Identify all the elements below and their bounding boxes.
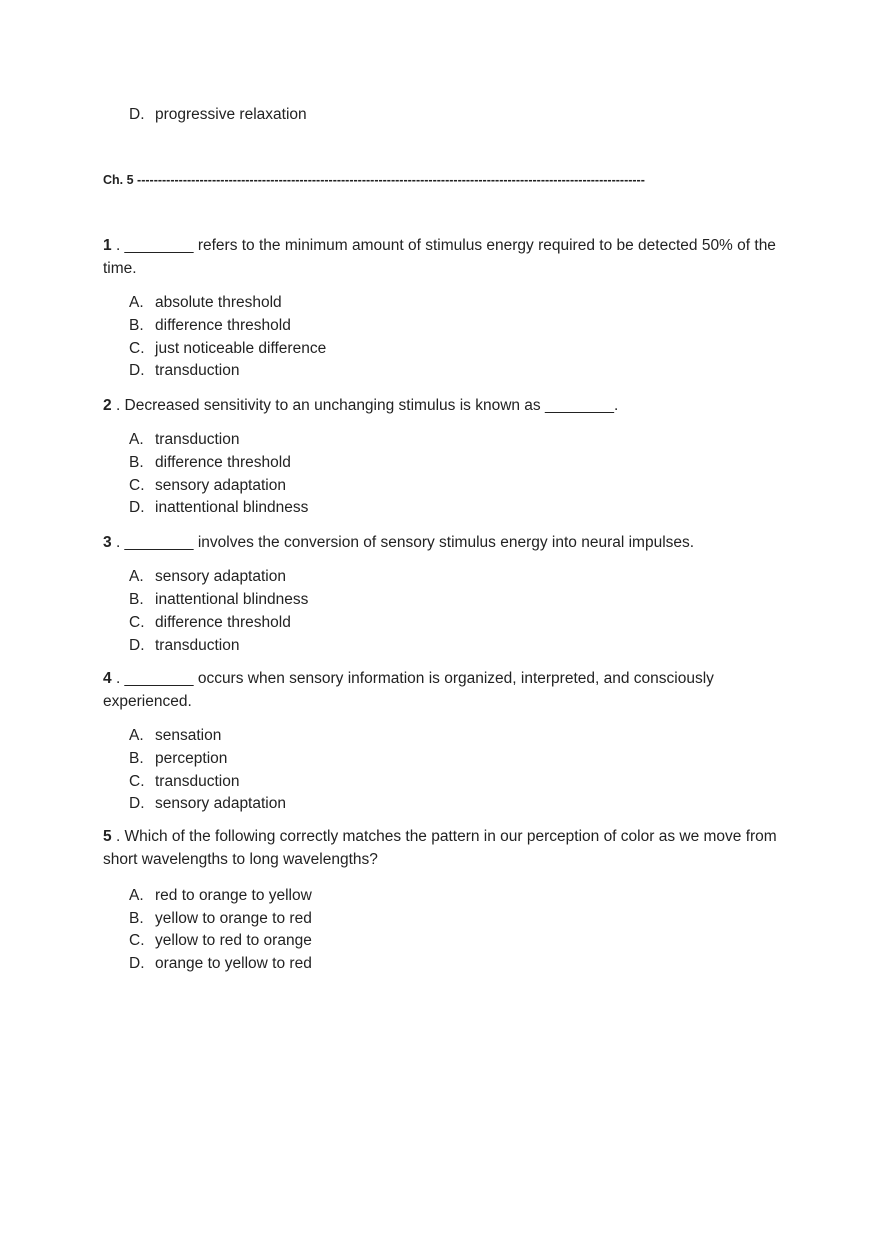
option-item xyxy=(129,338,326,360)
question-1 xyxy=(103,235,783,280)
option-text: difference threshold xyxy=(155,454,291,471)
question-text: . ________ involves the conversion of sensory stimulus energy into neural impulses. xyxy=(115,534,695,551)
option-letter: C. xyxy=(129,614,145,631)
option-text: inattentional blindness xyxy=(155,499,309,516)
option-letter: B. xyxy=(129,317,144,334)
question-number: 5 xyxy=(103,828,112,845)
option-item xyxy=(129,725,221,747)
option-letter: D. xyxy=(129,362,145,379)
option-letter: A. xyxy=(129,568,144,585)
option-letter: C. xyxy=(129,340,145,357)
option-text: sensation xyxy=(155,727,222,744)
option-item xyxy=(129,429,239,451)
option-letter: A. xyxy=(129,431,144,448)
question-text: . ________ refers to the minimum amount of stimulus energy required to be detected 50% of the time. xyxy=(103,237,776,277)
option-letter: B. xyxy=(129,910,144,927)
option-letter: B. xyxy=(129,454,144,471)
question-3 xyxy=(103,532,783,555)
option-text: yellow to orange to red xyxy=(155,910,312,927)
option-letter: C. xyxy=(129,773,145,790)
option-item xyxy=(129,452,291,474)
option-text: yellow to red to orange xyxy=(155,932,312,949)
option-text: just noticeable difference xyxy=(155,340,327,357)
option-text: progressive relaxation xyxy=(155,106,307,123)
option-text: sensory adaptation xyxy=(155,568,286,585)
option-letter: A. xyxy=(129,887,144,904)
option-item xyxy=(129,908,312,930)
option-item xyxy=(129,360,239,382)
option-item xyxy=(129,885,312,907)
option-text: sensory adaptation xyxy=(155,477,286,494)
question-text: . Decreased sensitivity to an unchanging stimulus is known as ________. xyxy=(115,397,619,414)
chapter-label: Ch. 5 xyxy=(103,173,134,187)
option-letter: B. xyxy=(129,591,144,608)
option-text: perception xyxy=(155,750,228,767)
option-text: transduction xyxy=(155,431,240,448)
option-text: sensory adaptation xyxy=(155,795,286,812)
option-letter: B. xyxy=(129,750,144,767)
chapter-divider: -------------------------------------------------------------------------------------------------------------------------- xyxy=(137,173,645,187)
option-item xyxy=(129,930,312,952)
option-text: transduction xyxy=(155,773,240,790)
chapter-heading xyxy=(103,171,783,189)
option-text: red to orange to yellow xyxy=(155,887,312,904)
option-item xyxy=(129,771,239,793)
option-text: difference threshold xyxy=(155,614,291,631)
option-text: transduction xyxy=(155,362,240,379)
option-item xyxy=(129,589,308,611)
question-2 xyxy=(103,395,783,418)
option-letter: C. xyxy=(129,932,145,949)
option-item xyxy=(129,497,308,519)
option-letter: A. xyxy=(129,727,144,744)
option-text: transduction xyxy=(155,637,240,654)
option-item xyxy=(129,635,239,657)
option-letter: C. xyxy=(129,477,145,494)
question-text: . Which of the following correctly matches the pattern in our perception of color as we move from short wavelengths to long wavelengths? xyxy=(103,828,777,868)
question-number: 1 xyxy=(103,237,112,254)
question-number: 2 xyxy=(103,397,112,414)
option-item xyxy=(129,475,286,497)
question-5 xyxy=(103,826,783,871)
option-text: difference threshold xyxy=(155,317,291,334)
option-letter: D. xyxy=(129,795,145,812)
option-text: absolute threshold xyxy=(155,294,282,311)
option-item xyxy=(129,793,286,815)
option-text: inattentional blindness xyxy=(155,591,309,608)
option-letter: A. xyxy=(129,294,144,311)
option-item xyxy=(129,612,291,634)
option-letter: D. xyxy=(129,106,145,123)
question-number: 3 xyxy=(103,534,112,551)
option-letter: D. xyxy=(129,499,145,516)
question-text: . ________ occurs when sensory information is organized, interpreted, and consciously experienced. xyxy=(103,670,714,710)
option-item xyxy=(129,566,286,588)
option-text: orange to yellow to red xyxy=(155,955,312,972)
option-item xyxy=(129,104,307,126)
question-4 xyxy=(103,668,783,713)
option-item xyxy=(129,953,312,975)
option-item xyxy=(129,292,282,314)
option-item xyxy=(129,748,227,770)
option-item xyxy=(129,315,291,337)
option-letter: D. xyxy=(129,637,145,654)
question-number: 4 xyxy=(103,670,112,687)
option-letter: D. xyxy=(129,955,145,972)
